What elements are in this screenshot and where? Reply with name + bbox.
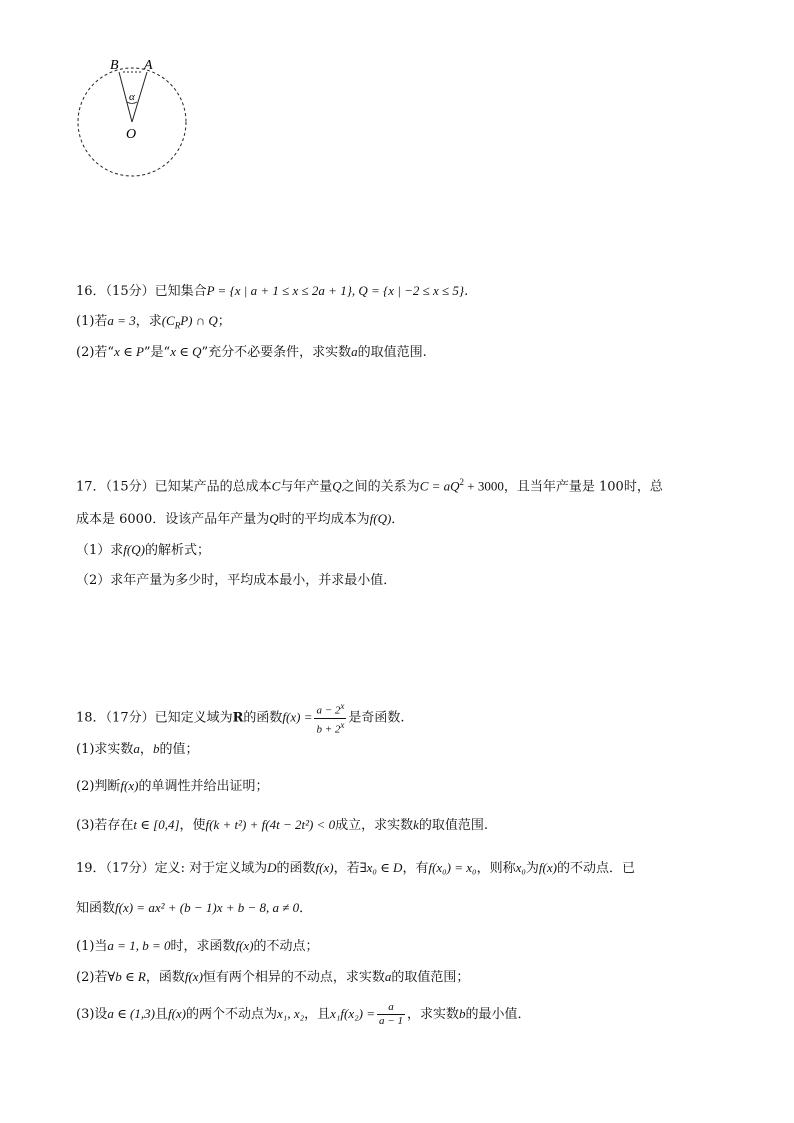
q17-part2: （2）求年产量为多少时，平均成本最小，并求最小值． — [76, 573, 397, 588]
q19-fraction: $\frac{a}{a - 1}$ — [379, 1001, 403, 1027]
q17-part1: （1）求f(Q)的解析式； — [76, 542, 210, 558]
label-o: O — [126, 127, 137, 142]
q19-part3: (3)设a ∈ (1,3)且f(x)的两个不动点为x₁, x₂，且x₁f(x₂) = $\frac{a}{a - 1}$ ，求实数b的最小值． — [76, 1001, 531, 1027]
q19-stem-line2: 知函数f(x) = ax² + (b − 1)x + b − 8, a ≠ 0． — [76, 900, 313, 916]
q16-part1: (1)若a = 3，求$(C_RP)$ ∩ Q； — [76, 313, 231, 331]
q18-fraction: $\frac{a - 2^x}{b + 2^x}$ — [316, 701, 345, 736]
circle-sector-figure — [70, 52, 200, 187]
q19-part2: (2)若∀b ∈ R，函数f(x)恒有两个相异的不动点，求实数a的取值范围； — [76, 969, 470, 985]
label-alpha: α — [129, 91, 135, 103]
label-b: B — [110, 58, 119, 73]
q19-part1: (1)当a = 1, b = 0时，求函数f(x)的不动点； — [76, 938, 319, 954]
q16-stem: 16．（15分）已知集合P = {x | a + 1 ≤ x ≤ 2a + 1}, Q = {x | −2 ≤ x ≤ 5}. — [76, 283, 469, 299]
q18-stem: 18．（17分）已知定义域为R的函数f(x) = $\frac{a - 2^x}{b + 2^x}$ 是奇函数. — [76, 701, 405, 736]
q17-stem-line2: 成本是 6000．设该产品年产量为Q时的平均成本为f(Q)． — [76, 511, 405, 527]
q19-stem-line1: 19．（17分）定义: 对于定义域为D的函数f(x)，若∃x₀ ∈ D，有f(x₀) = x₀，则称x₀为f(x)的不动点．已 — [76, 860, 635, 876]
q18-part3: (3)若存在t ∈ [0,4]，使f(k + t²) + f(4t − 2t²) < 0成立，求实数k的取值范围. — [76, 817, 489, 833]
q18-part1: (1)求实数a，b的值； — [76, 741, 199, 757]
q18-part2: (2)判断f(x)的单调性并给出证明； — [76, 778, 269, 794]
q17-stem-line1: 17．（15分）已知某产品的总成本C与年产量Q之间的关系为$C = aQ^2 + 3000$，且当年产量是 100时，总 — [76, 477, 663, 495]
q16-part2: (2)若“x ∈ P”是“x ∈ Q”充分不必要条件，求实数a的取值范围. — [76, 344, 427, 360]
label-a: A — [144, 58, 153, 73]
